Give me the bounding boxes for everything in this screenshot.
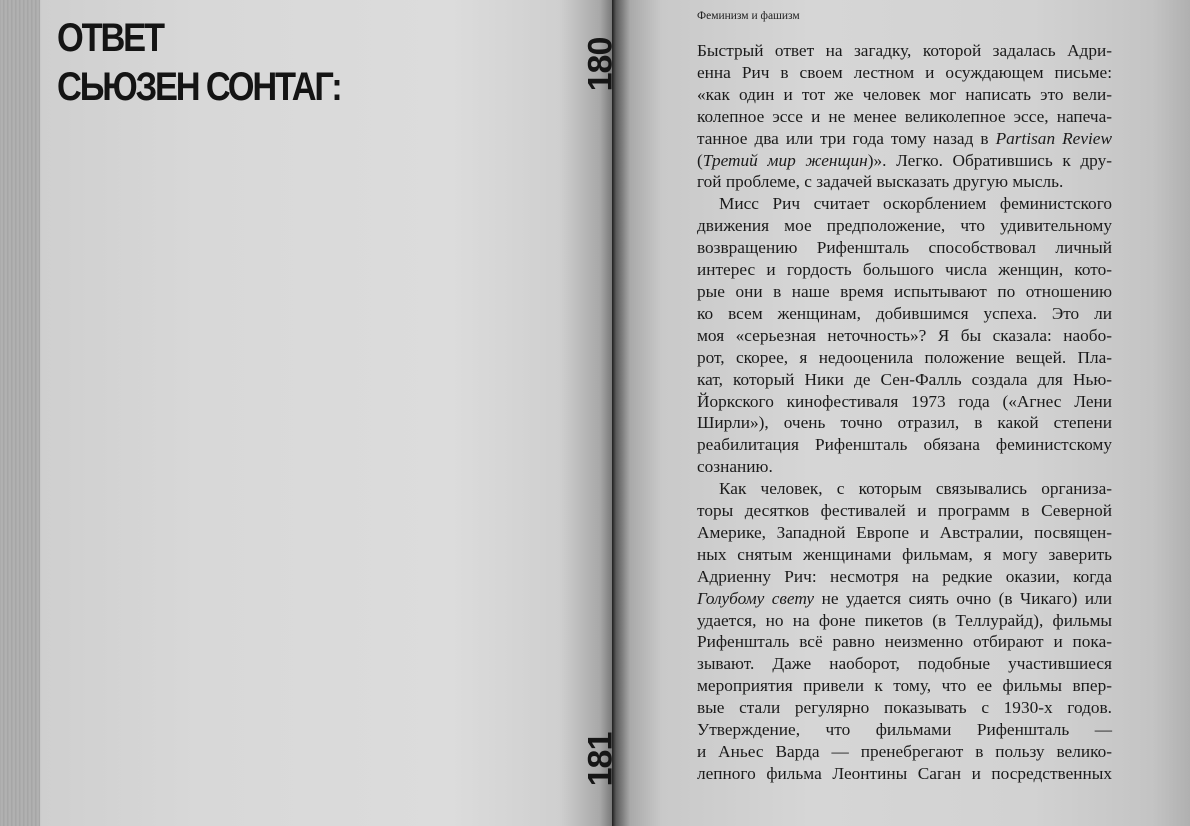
body-text bbox=[697, 40, 1112, 785]
text-segment: енна Рич в своем лестном и осуждающем письме: bbox=[697, 62, 1112, 82]
text-line bbox=[697, 171, 1112, 193]
text-segment: вые стали регулярно показывать с 1930-х годов. bbox=[697, 698, 1112, 718]
text-segment: колепное эссе и не менее великолепное эссе, напеча- bbox=[697, 106, 1112, 126]
text-segment: ( bbox=[697, 150, 703, 170]
text-line bbox=[697, 62, 1112, 84]
text-segment: )». Легко. Обратившись к дру- bbox=[867, 150, 1112, 170]
text-segment: не удается сиять очно (в Чикаго) или bbox=[814, 588, 1112, 608]
text-line bbox=[697, 610, 1112, 632]
text-line bbox=[697, 675, 1112, 697]
heading-line: СЬЮЗЕН СОНТАГ: bbox=[57, 65, 341, 109]
text-segment: торы десятков фестивалей и программ в Северной bbox=[697, 501, 1112, 521]
text-segment: ко всем женщинам, добившимся успеха. Это ли bbox=[697, 303, 1112, 323]
text-line bbox=[697, 653, 1112, 675]
text-line bbox=[697, 412, 1112, 434]
text-segment: мероприятия привели к тому, что ее фильмы впер- bbox=[697, 676, 1112, 696]
text-segment: танное два или три года тому назад в bbox=[697, 128, 996, 148]
text-line bbox=[697, 697, 1112, 719]
page-edges bbox=[0, 0, 40, 826]
text-segment: лепного фильма Леонтины Саган и посредственных bbox=[697, 763, 1112, 783]
text-line bbox=[697, 456, 1112, 478]
italic-title: Partisan Review bbox=[995, 128, 1112, 148]
text-line bbox=[697, 478, 1112, 500]
text-line bbox=[697, 303, 1112, 325]
text-line bbox=[697, 150, 1112, 172]
text-line bbox=[697, 369, 1112, 391]
text-line bbox=[697, 106, 1112, 128]
text-segment: Мисс Рич считает оскорблением феминистского bbox=[719, 194, 1112, 214]
page-number-left: 180 bbox=[581, 37, 620, 92]
text-segment: гой проблеме, с задачей высказать другую мысль. bbox=[697, 172, 1064, 192]
text-line bbox=[697, 128, 1112, 150]
page-number-right: 181 bbox=[581, 732, 620, 787]
text-segment: интерес и гордость большого числа женщин, кото- bbox=[697, 260, 1112, 280]
text-line bbox=[697, 259, 1112, 281]
text-segment: сознанию. bbox=[697, 457, 773, 477]
text-line bbox=[697, 741, 1112, 763]
text-line bbox=[697, 631, 1112, 653]
text-segment: Как человек, с которым связывались организа- bbox=[719, 479, 1112, 499]
text-segment: рые они в наше время испытывают по отношению bbox=[697, 281, 1112, 301]
text-line bbox=[697, 566, 1112, 588]
text-line bbox=[697, 500, 1112, 522]
text-line bbox=[697, 544, 1112, 566]
text-segment: реабилитация Рифеншталь обязана феминистскому bbox=[697, 435, 1112, 455]
text-segment: Йоркского кинофестиваля 1973 года («Агнес Лени bbox=[697, 391, 1112, 411]
heading-line: ОТВЕТ bbox=[57, 16, 163, 60]
text-line bbox=[697, 391, 1112, 413]
italic-title: Голубому свету bbox=[697, 588, 815, 608]
text-line bbox=[697, 281, 1112, 303]
text-line bbox=[697, 522, 1112, 544]
text-segment: рот, скорее, я недооценила положение вещей. Пла- bbox=[697, 347, 1112, 367]
text-segment: Адриенну Рич: несмотря на редкие оказии, когда bbox=[697, 566, 1112, 586]
text-line bbox=[697, 40, 1112, 62]
text-segment: «как один и тот же человек мог написать это вели- bbox=[697, 84, 1112, 104]
text-line bbox=[697, 588, 1112, 610]
text-segment: движения мое предположение, что удивительному bbox=[697, 216, 1112, 236]
text-line bbox=[697, 763, 1112, 785]
text-segment: зывают. Даже наоборот, подобные участившиеся bbox=[697, 654, 1112, 674]
text-segment: Утверждение, что фильмами Рифеншталь — bbox=[697, 720, 1112, 740]
text-line bbox=[697, 347, 1112, 369]
text-line bbox=[697, 237, 1112, 259]
text-line bbox=[697, 84, 1112, 106]
text-segment: Быстрый ответ на загадку, которой задалась Адри- bbox=[697, 41, 1112, 60]
text-line bbox=[697, 325, 1112, 347]
text-segment: Рифеншталь всё равно неизменно отбирают и пока- bbox=[697, 632, 1112, 652]
text-line bbox=[697, 193, 1112, 215]
text-segment: удается, но на фоне пикетов (в Теллурайд), фильмы bbox=[697, 610, 1112, 630]
text-line bbox=[697, 215, 1112, 237]
text-segment: Ширли»), очень точно отразил, в какой степени bbox=[697, 413, 1112, 433]
chapter-heading bbox=[57, 14, 341, 112]
text-segment: Америке, Западной Европе и Австралии, посвящен- bbox=[697, 522, 1112, 542]
text-segment: кат, который Ники де Сен-Фалль создала для Нью- bbox=[697, 369, 1112, 389]
running-head: Феминизм и фашизм bbox=[697, 10, 800, 22]
text-segment: и Аньес Варда — пренебрегают в пользу велико- bbox=[697, 742, 1112, 761]
text-segment: моя «серьезная неточность»? Я бы сказала: наобо- bbox=[697, 325, 1112, 345]
text-line bbox=[697, 719, 1112, 741]
text-segment: возвращению Рифеншталь способствовал личный bbox=[697, 238, 1112, 258]
text-line bbox=[697, 434, 1112, 456]
text-segment: ных снятым женщинами фильмам, я могу заверить bbox=[697, 544, 1112, 564]
italic-title: Третий мир женщин bbox=[702, 150, 868, 170]
